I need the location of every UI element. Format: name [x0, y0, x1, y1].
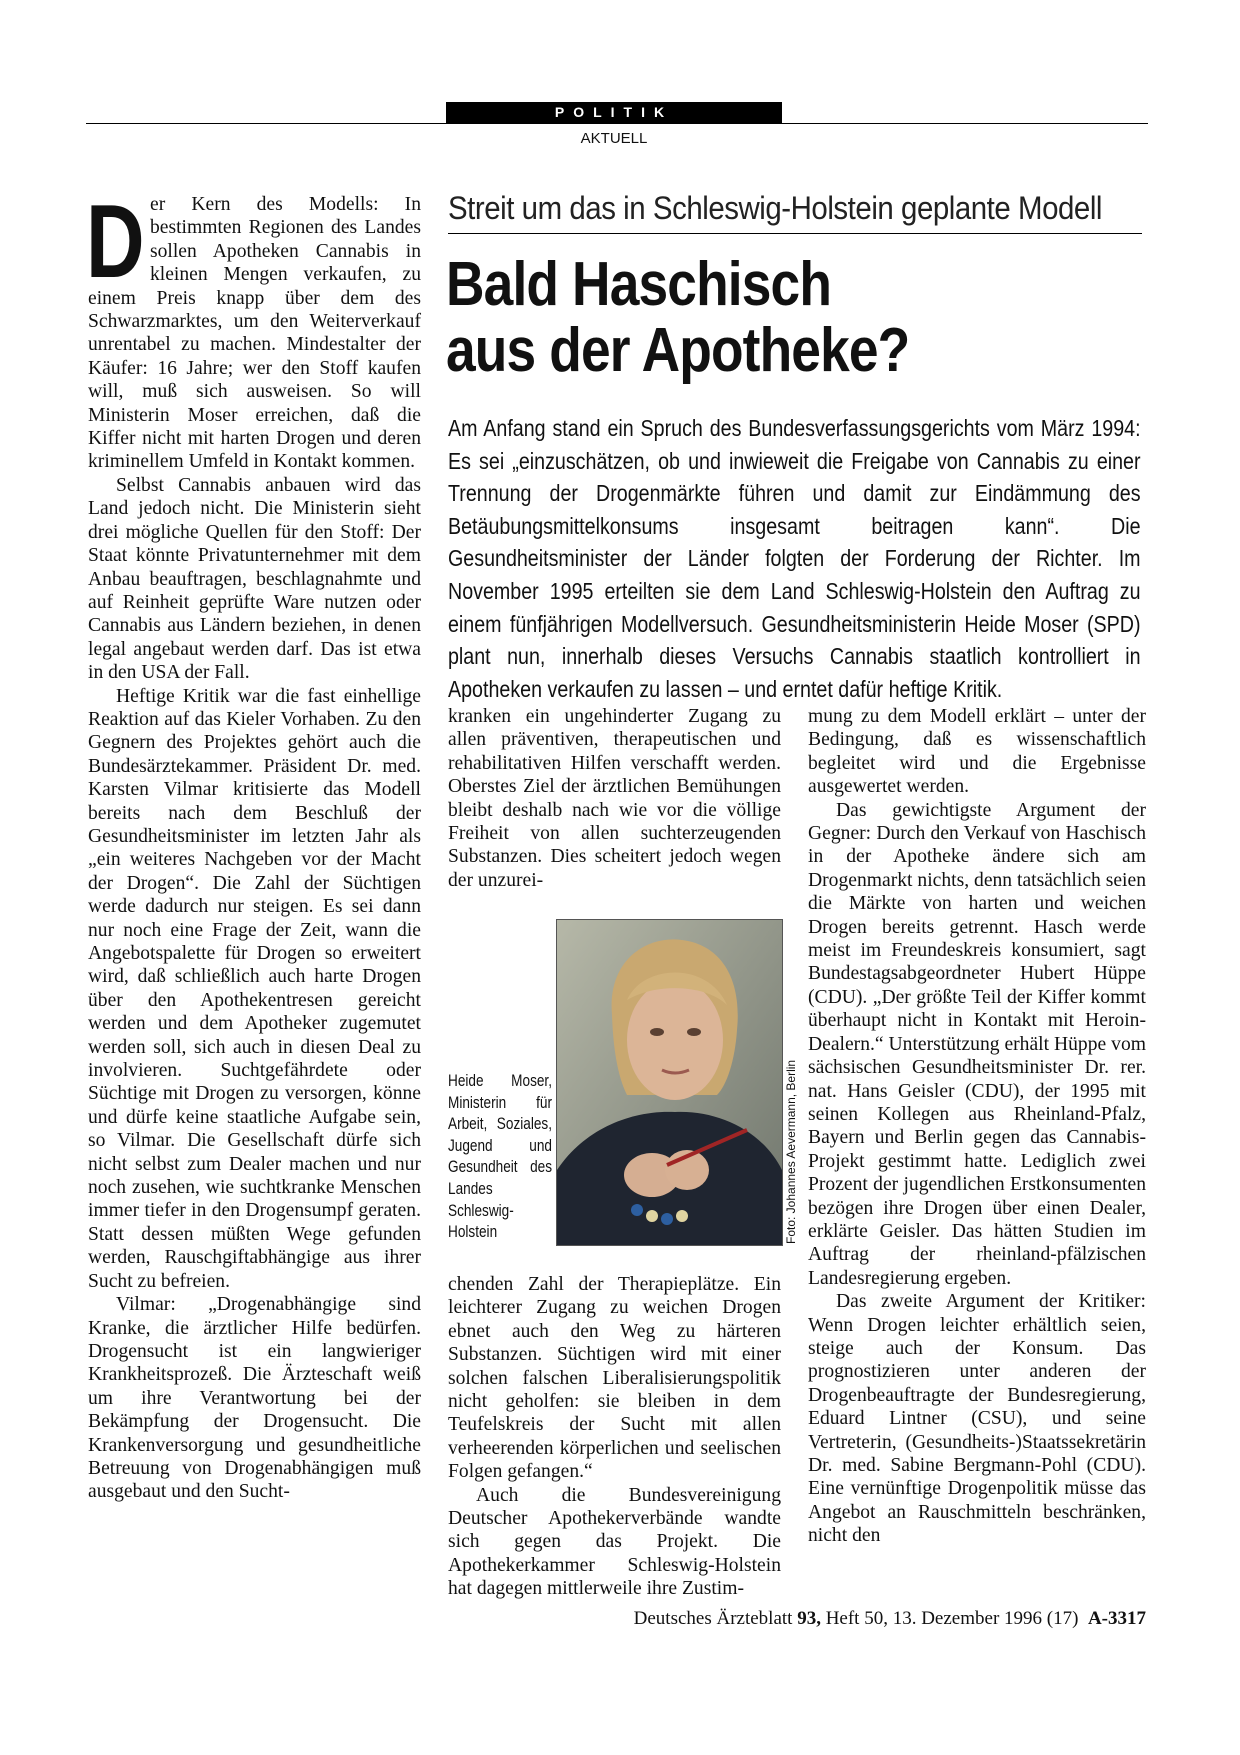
- header-rule: [86, 123, 1148, 124]
- article-column-3: [808, 705, 1146, 1548]
- page-number: A-3317: [1087, 1608, 1146, 1629]
- article-lead: Am Anfang stand ein Spruch des Bundesverfassungsgerichts vom März 1994: Es sei „einzuschätzen, ob und inwieweit die Freigabe von Cannabis zu einer Trennung der Drogenmärkte führen und damit zur Eindämmung des Betäubungsmittelkonsums insgesamt beitragen kann“. Die Gesundheitsminister der Länder folgten der Forderung der Richter. Im November 1995 erteilten sie dem Land Schleswig-Holstein den Auftrag zu einem fünfjährigen Modellversuch. Gesundheitsministerin Heide Moser (SPD) plant nun, innerhalb dieses Versuchs Cannabis staatlich kontrolliert in Apotheken verkaufen zu lassen – und erntet dafür heftige Kritik.: [448, 415, 1141, 702]
- paragraph: kranken ein ungehinderter Zugang zu allen präventiven, therapeutischen und rehabilitativen Hilfen verschafft werden. Oberstes Ziel der ärztlichen Bemühungen bleibt deshalb nach wie vor die völlige Freiheit von allen suchterzeugenden Substanzen. Dies scheitert jedoch wegen der unzurei-: [448, 706, 781, 891]
- journal-name: Deutsches Ärzteblatt: [633, 1608, 793, 1629]
- drop-cap: D: [86, 184, 145, 300]
- paragraph: Vilmar: „Drogenabhängige sind Kranke, die ärztlicher Hilfe bedürfen. Drogensucht ist ein langwieriger Krankheitsprozeß. Die Ärzteschaft weiß um ihre Verantwortung bei der Bekämpfung der Drogensucht. Die Krankenversorgung und gesundheitliche Betreuung von Drogenabhängigen muß ausgebaut und den Sucht-: [88, 1294, 421, 1503]
- portrait-image: [557, 920, 782, 1245]
- paragraph: Der Kern des Modells: In bestimmten Regionen des Landes sollen Apotheken Cannabis in kleinen Mengen verkaufen, zu einem Preis knapp über dem des Schwarzmarktes, um den Weiterverkauf unrentabel zu machen. Mindestalter der Käufer: 16 Jahre; wer den Stoff kaufen will, muß sich ausweisen. So will Ministerin Moser erreichen, daß die Kiffer nicht mit harten Drogen und deren kriminellem Umfeld in Kontakt kommen.: [86, 184, 421, 473]
- section-label: POLITIK: [446, 102, 782, 123]
- subsection-label: AKTUELL: [580, 130, 648, 147]
- kicker-rule: [448, 233, 1142, 234]
- paragraph: Auch die Bundesvereinigung Deutscher Apothekerverbände wandte sich gegen das Projekt. Die Apothekerkammer Schleswig-Holstein hat dagegen mittlerweile ihre Zustim-: [448, 1484, 781, 1600]
- article-headline: Bald Haschisch aus der Apotheke?: [446, 250, 910, 385]
- portrait-photo: [556, 919, 783, 1246]
- paragraph: chenden Zahl der Therapieplätze. Ein leichterer Zugang zu weichen Drogen ebnet auch den Weg zu härteren Substanzen. Süchtigen wird mit einer solchen falschen Liberalisierungspolitik nicht geholfen: sie bleiben in dem Teufelskreis der Sucht mit allen verheerenden körperlichen und seelischen Folgen gefangen.“: [448, 1274, 781, 1483]
- paragraph: Heftige Kritik war die fast einhellige Reaktion auf das Kieler Vorhaben. Zu den Gegnern des Projektes gehört auch die Bundesärztekammer. Präsident Dr. med. Karsten Vilmar kritisierte das Modell bereits nach dem Beschluß der Gesundheitsminister im letzten Jahr als „ein weiteres Nachgeben vor der Macht der Drogen“. Die Zahl der Süchtigen werde dadurch nur steigen. Es sei dann nur noch eine Frage der Zeit, wann die Angebotspalette für Drogen so erweitert wird, daß schließlich auch harte Drogen über den Apothekentresen gereicht werden und dem Apotheker zugemutet werden soll, sich auch in diesen Deal zu involvieren. Suchtgefährdete oder Süchtige mit Drogen zu versorgen, könne und dürfe keine staatliche Aufgabe sein, so Vilmar. Die Gesellschaft dürfe sich nicht selbst zum Dealer machen und nur noch zusehen, wie suchtkranke Menschen immer tiefer in den Drogensumpf geraten. Statt dessen müßten Wege gefunden werden, Rauschgiftabhängige aus ihrer Sucht zu befreien.: [88, 685, 421, 1292]
- article-column-2-bottom: [448, 1273, 781, 1601]
- paragraph: mung zu dem Modell erklärt – unter der Bedingung, daß es wissenschaftlich begleitet wird und die Ergebnisse ausgewertet werden.: [808, 706, 1146, 798]
- article-column-2-top: [448, 705, 781, 892]
- issue-date: Heft 50, 13. Dezember 1996 (17): [825, 1608, 1079, 1629]
- article-column-1: [86, 184, 421, 1504]
- volume-number: 93,: [797, 1608, 821, 1629]
- paragraph: Selbst Cannabis anbauen wird das Land jedoch nicht. Die Ministerin sieht drei mögliche Quellen für den Stoff: Der Staat könnte Privatunternehmer mit dem Anbau beauftragen, beschlagnahmte und auf Reinheit geprüfte Ware nutzen oder Cannabis aus Ländern beziehen, in denen legal angebaut werden darf. Das ist etwa in den USA der Fall.: [88, 474, 421, 684]
- paragraph: Das zweite Argument der Kritiker: Wenn Drogen leichter erhältlich seien, steige auch der Konsum. Das prognostizieren unter anderen der Drogenbeauftragte der Bundesregierung, Eduard Lintner (CSU), und seine Vertreterin, (Gesundheits-)Staatssekretärin Dr. med. Sabine Bergmann-Pohl (CDU). Eine vernünftige Drogenpolitik müsse das Angebot an Rauschmitteln beschränken, nicht den: [808, 1291, 1146, 1547]
- paragraph: Das gewichtigste Argument der Gegner: Durch den Verkauf von Haschisch in der Apotheke ändere sich am Drogenmarkt nichts, denn tatsächlich seien die Märkte von harten und weichen Drogen bereits getrennt. Hasch werde meist im Freundeskreis konsumiert, sagt Bundestagsabgeordneter Hubert Hüppe (CDU). „Der größte Teil der Kiffer kommt überhaupt nicht in Kontakt mit Heroin-Dealern.“ Unterstützung erhält Hüppe vom sächsischen Gesundheitsminister Dr. rer. nat. Hans Geisler (CDU), der 1995 mit seinen Kollegen aus Rheinland-Pfalz, Bayern und Berlin gegen das Cannabis-Projekt gestimmt hatte. Lediglich zwei Prozent der jugendlichen Erstkonsumenten bezögen ihre Drogen über einen Dealer, erklärte Geisler. Das hätten Studien im Auftrag der rheinland-pfälzischen Landesregierung ergeben.: [808, 799, 1146, 1289]
- photo-credit: Foto: Johannes Aevermann, Berlin: [784, 1059, 798, 1244]
- photo-caption: Heide Moser, Ministerin für Arbeit, Soziales, Jugend und Gesundheit des Landes Schleswig-Holstein: [448, 1071, 552, 1242]
- page-footer: [500, 1608, 1146, 1630]
- article-kicker: Streit um das in Schleswig-Holstein geplante Modell: [448, 190, 1102, 226]
